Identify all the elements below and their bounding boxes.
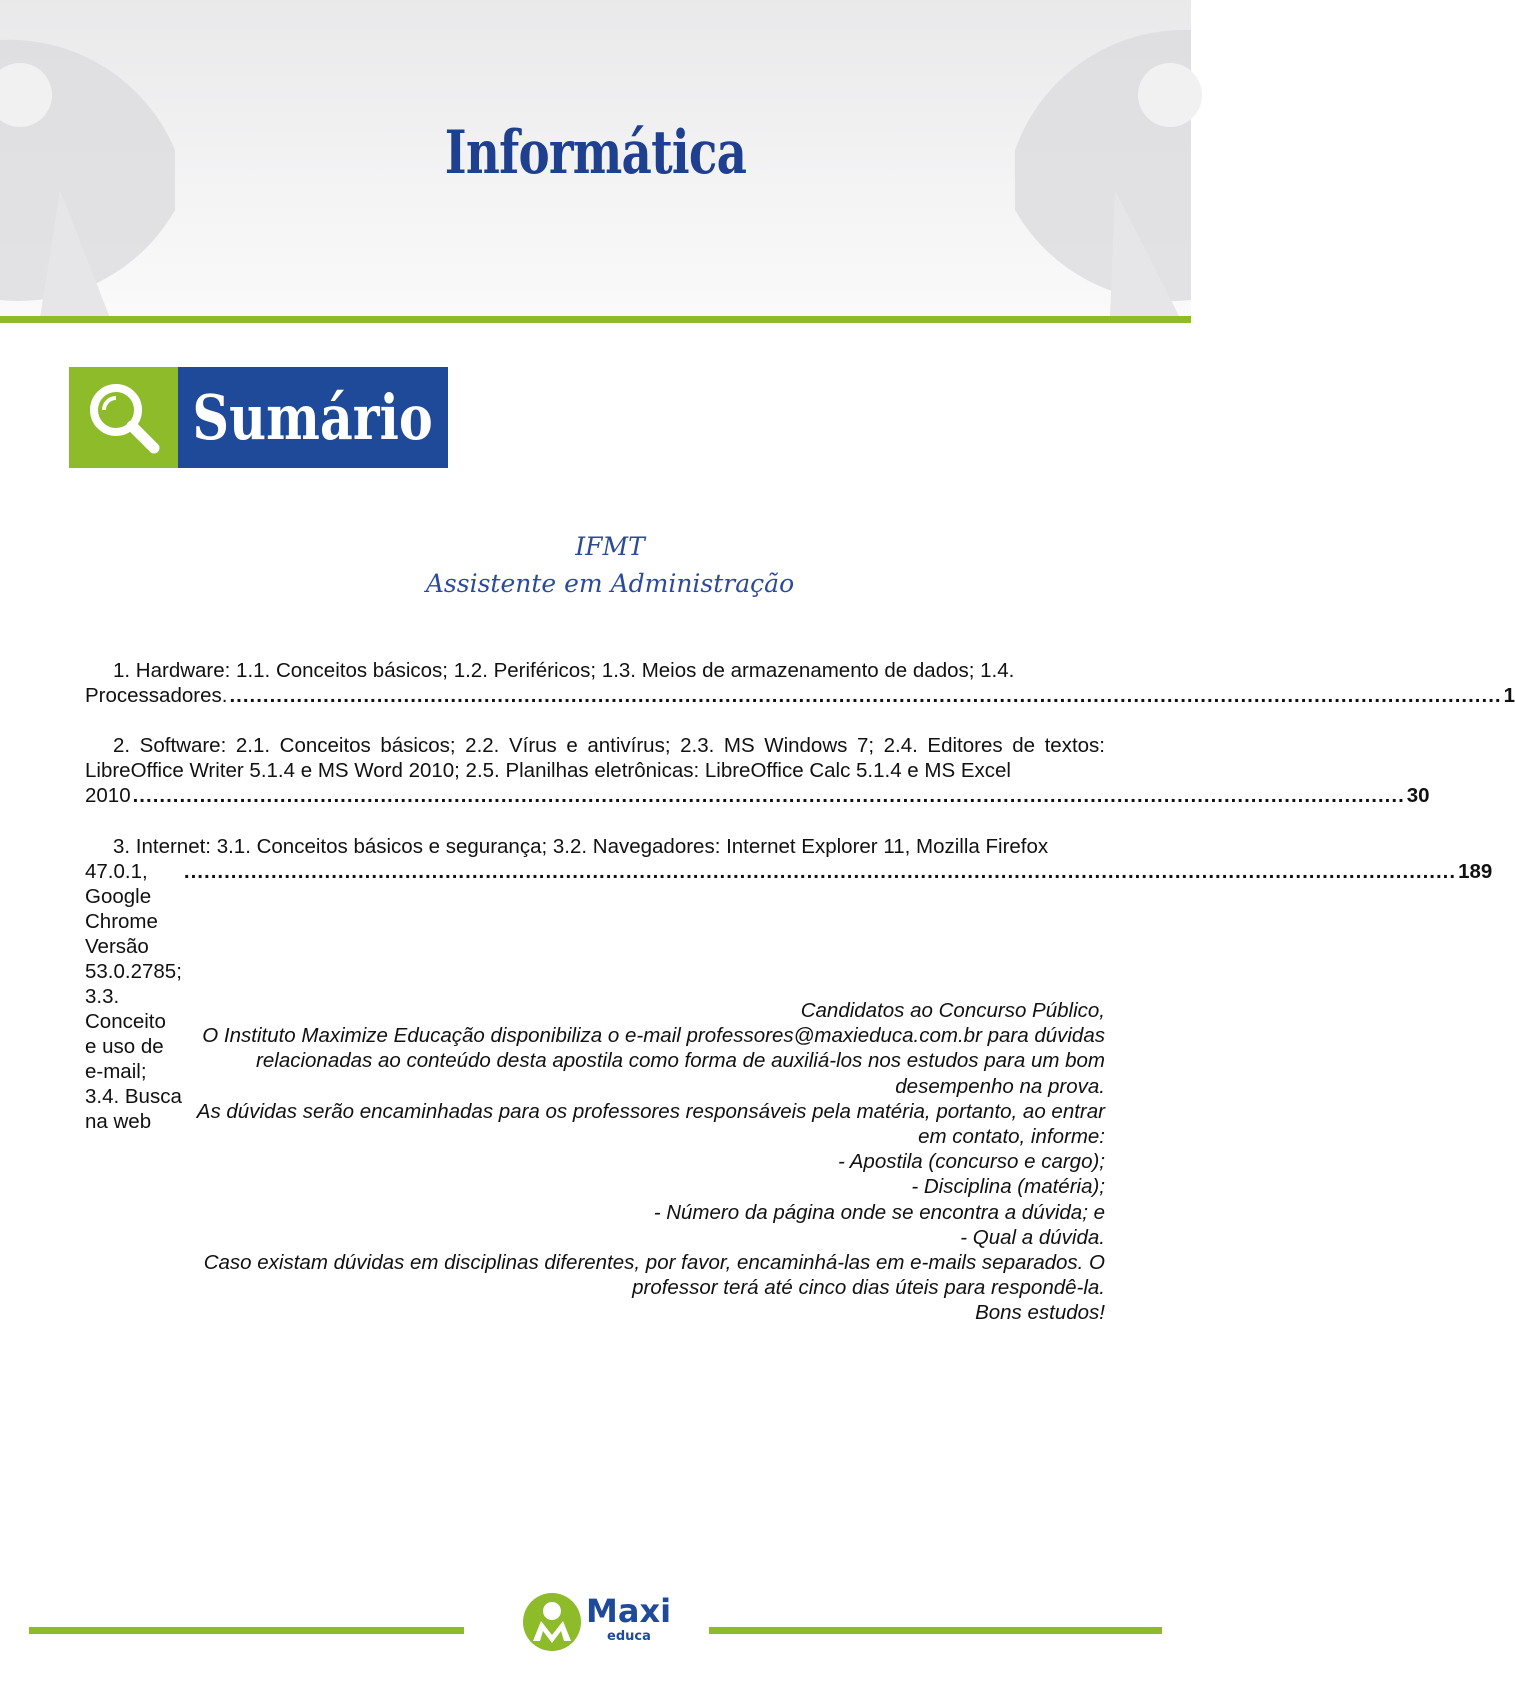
notice-line: As dúvidas serão encaminhadas para os professores responsáveis pela matéria, portanto, ao entrar [196,1099,1105,1123]
exam-position: Assistente em Administração [425,569,795,598]
notice-line: Bons estudos! [975,1301,1105,1325]
maxi-educa-logo [521,1591,671,1653]
notice-line: O Instituto Maximize Educação disponibiliza o e-mail professores@maxieduca.com.br para dúvidas [202,1024,1105,1048]
toc-entry-last-line [85,783,1430,808]
toc-entry-text: 3. Internet: 3.1. Conceitos básicos e segurança; 3.2. Navegadores: Internet Explorer 11, Mozilla Firefox [113,835,1049,858]
header-divider [0,316,1191,323]
footer-divider-left [29,1627,464,1634]
summary-heading [178,367,448,468]
toc-entry-text-end: Processadores. [85,684,228,707]
notice-line: - Apostila (concurso e cargo); [838,1150,1105,1174]
exam-institution: IFMT [575,532,645,561]
notice-line: - Disciplina (matéria); [911,1175,1105,1199]
toc-entry-text-end: 2010 [85,784,131,807]
support-notice [120,998,1105,1326]
summary-heading-text: Sumário [192,381,434,454]
toc-entry-text-end: 47.0.1, Google Chrome Versão 53.0.2785; 3.3. Conceito e uso de e-mail; 3.4. Busca na web [85,860,182,1133]
document-title: Informática [444,118,747,188]
toc-entry[interactable] [85,658,1515,708]
notice-line: Candidatos ao Concurso Público, [800,999,1105,1022]
toc-entry-text: 1. Hardware: 1.1. Conceitos básicos; 1.2. Periféricos; 1.3. Meios de armazenamento de dados; 1.4. [113,659,1015,682]
notice-line: Caso existam dúvidas em disciplinas diferentes, por favor, encaminhá-las em e-mails separados. O [203,1251,1105,1275]
toc-entry-text: 2. Software: 2.1. Conceitos básicos; 2.2. Vírus e antivírus; 2.3. MS Windows 7; 2.4. Editores de textos: LibreOffice Writer 5.1.4 e MS Word 2010; 2.5. Planilhas eletrônicas: LibreOffice Calc 5.1.4 e MS Excel [85,734,1105,782]
toc-leader-dots: .............................................................................................................................................................................................. [229,684,1502,707]
footer-divider-right [709,1627,1162,1634]
toc-page-number: 1 [1503,684,1515,707]
notice-line: professor terá até cinco dias úteis para respondê-la. [632,1276,1105,1300]
toc-page-number: 189 [1458,860,1493,883]
logo-mark-icon [521,1591,583,1653]
logo-subtext: educa [607,1629,651,1644]
toc-leader-dots: .............................................................................................................................................................................................. [132,784,1405,807]
toc-page-number: 30 [1406,784,1430,807]
notice-line: - Número da página onde se encontra a dúvida; e [653,1200,1105,1224]
logo-wordmark: Maxi [586,1592,672,1630]
summary-banner [69,367,448,468]
magnifier-icon [69,367,178,468]
toc-entry[interactable] [85,733,1430,808]
notice-line: desempenho na prova. [895,1074,1105,1098]
notice-line: relacionadas ao conteúdo desta apostila como forma de auxiliá-los nos estudos para um bom [256,1049,1105,1073]
toc-leader-dots: .............................................................................................................................................................................................. [183,860,1457,883]
toc-entry-last-line [85,683,1515,708]
page-header [0,0,1191,318]
notice-line: em contato, informe: [918,1125,1105,1149]
notice-line: - Qual a dúvida. [960,1225,1105,1249]
